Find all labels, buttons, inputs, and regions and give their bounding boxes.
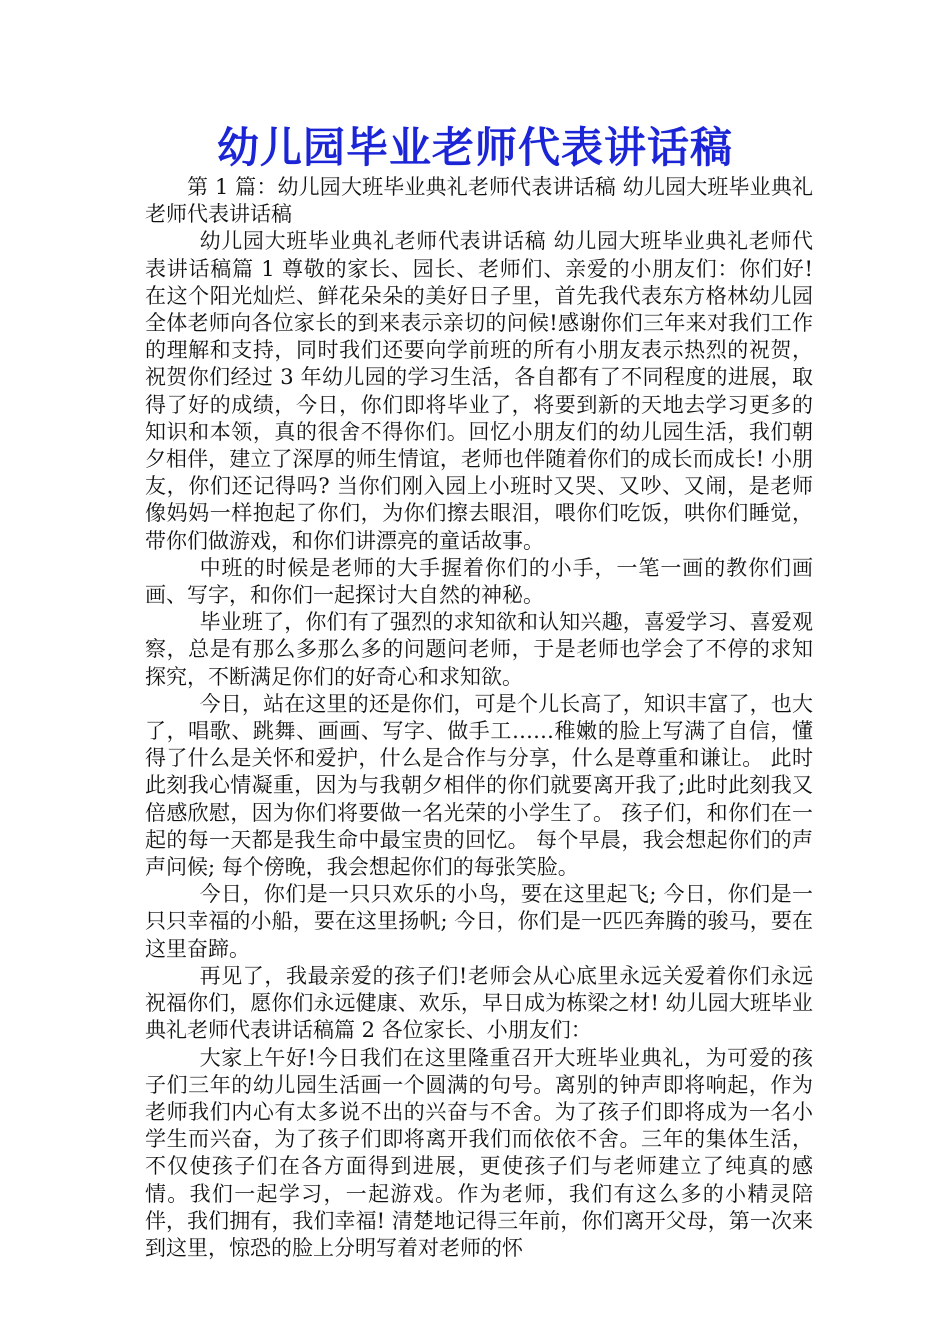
paragraph-3: 中班的时候是老师的大手握着你们的小手，一笔一画的教你们画画、写字，和你们一起探讨大自然的神秘。	[145, 555, 813, 608]
paragraph-2: 幼儿园大班毕业典礼老师代表讲话稿 幼儿园大班毕业典礼老师代表讲话稿篇 1 尊敬的家长、园长、老师们、亲爱的小朋友们：你们好! 在这个阳光灿烂、鲜花朵朵的美好日子里，首先我代表东方格林幼儿园全体老师向各位家长的到来表示亲切的问候!感谢你们三年来对我们工作的理解和支持，同时我们还要向学前班的所有小朋友表示热烈的祝贺，祝贺你们经过 3 年幼儿园的学习生活，各自都有了不同程度的进展，取得了好的成绩，今日，你们即将毕业了，将要到新的天地去学习更多的知识和本领，真的很舍不得你们。回忆小朋友们的幼儿园生活，我们朝夕相伴，建立了深厚的师生情谊，老师也伴随着你们的成长而成长! 小朋友，你们还记得吗? 当你们刚入园上小班时又哭、又吵、又闹，是老师像妈妈一样抱起了你们，为你们擦去眼泪，喂你们吃饭，哄你们睡觉，带你们做游戏，和你们讲漂亮的童话故事。	[145, 229, 813, 553]
paragraph-4: 毕业班了，你们有了强烈的求知欲和认知兴趣，喜爱学习、喜爱观察，总是有那么多那么多的问题问老师，于是老师也学会了不停的求知探究，不断满足你们的好奇心和求知欲。	[145, 610, 813, 689]
paragraph-6: 今日，你们是一只只欢乐的小鸟，要在这里起飞; 今日，你们是一只只幸福的小船，要在这里扬帆; 今日，你们是一匹匹奔腾的骏马，要在这里奋蹄。	[145, 882, 813, 961]
paragraph-8: 大家上午好!今日我们在这里隆重召开大班毕业典礼，为可爱的孩子们三年的幼儿园生活画一个圆满的句号。离别的钟声即将响起，作为老师我们内心有太多说不出的兴奋与不舍。为了孩子们即将成为一名小学生而兴奋，为了孩子们即将离开我们而依依不舍。三年的集体生活，不仅使孩子们在各方面得到进展，更使孩子们与老师建立了纯真的感情。我们一起学习，一起游戏。作为老师，我们有这么多的小精灵陪伴，我们拥有，我们幸福! 清楚地记得三年前，你们离开父母，第一次来到这里，惊恐的脸上分明写着对老师的怀	[145, 1045, 813, 1260]
document-title: 幼儿园毕业老师代表讲话稿	[216, 123, 733, 172]
paragraph-7: 再见了，我最亲爱的孩子们!老师会从心底里永远关爱着你们永远祝福你们，愿你们永远健康、欢乐，早日成为栋梁之材! 幼儿园大班毕业典礼老师代表讲话稿篇 2 各位家长、小朋友们：	[145, 963, 813, 1043]
paragraph-5: 今日，站在这里的还是你们，可是个儿长高了，知识丰富了，也大了，唱歌、跳舞、画画、写字、做手工……稚嫩的脸上写满了自信，懂得了什么是关怀和爱护，什么是合作与分享，什么是尊重和谦让。 此时此刻我心情凝重，因为与我朝夕相伴的你们就要离开我了;此时此刻我又倍感欣慰，因为你们将要做一名光荣的小学生了。 孩子们，和你们在一起的每一天都是我生命中最宝贵的回忆。 每个早晨，我会想起你们的声声问候; 每个傍晚，我会想起你们的每张笑脸。	[145, 691, 813, 880]
document-body	[145, 174, 813, 1262]
paragraph-1: 第 1 篇：幼儿园大班毕业典礼老师代表讲话稿 幼儿园大班毕业典礼老师代表讲话稿	[145, 175, 813, 227]
